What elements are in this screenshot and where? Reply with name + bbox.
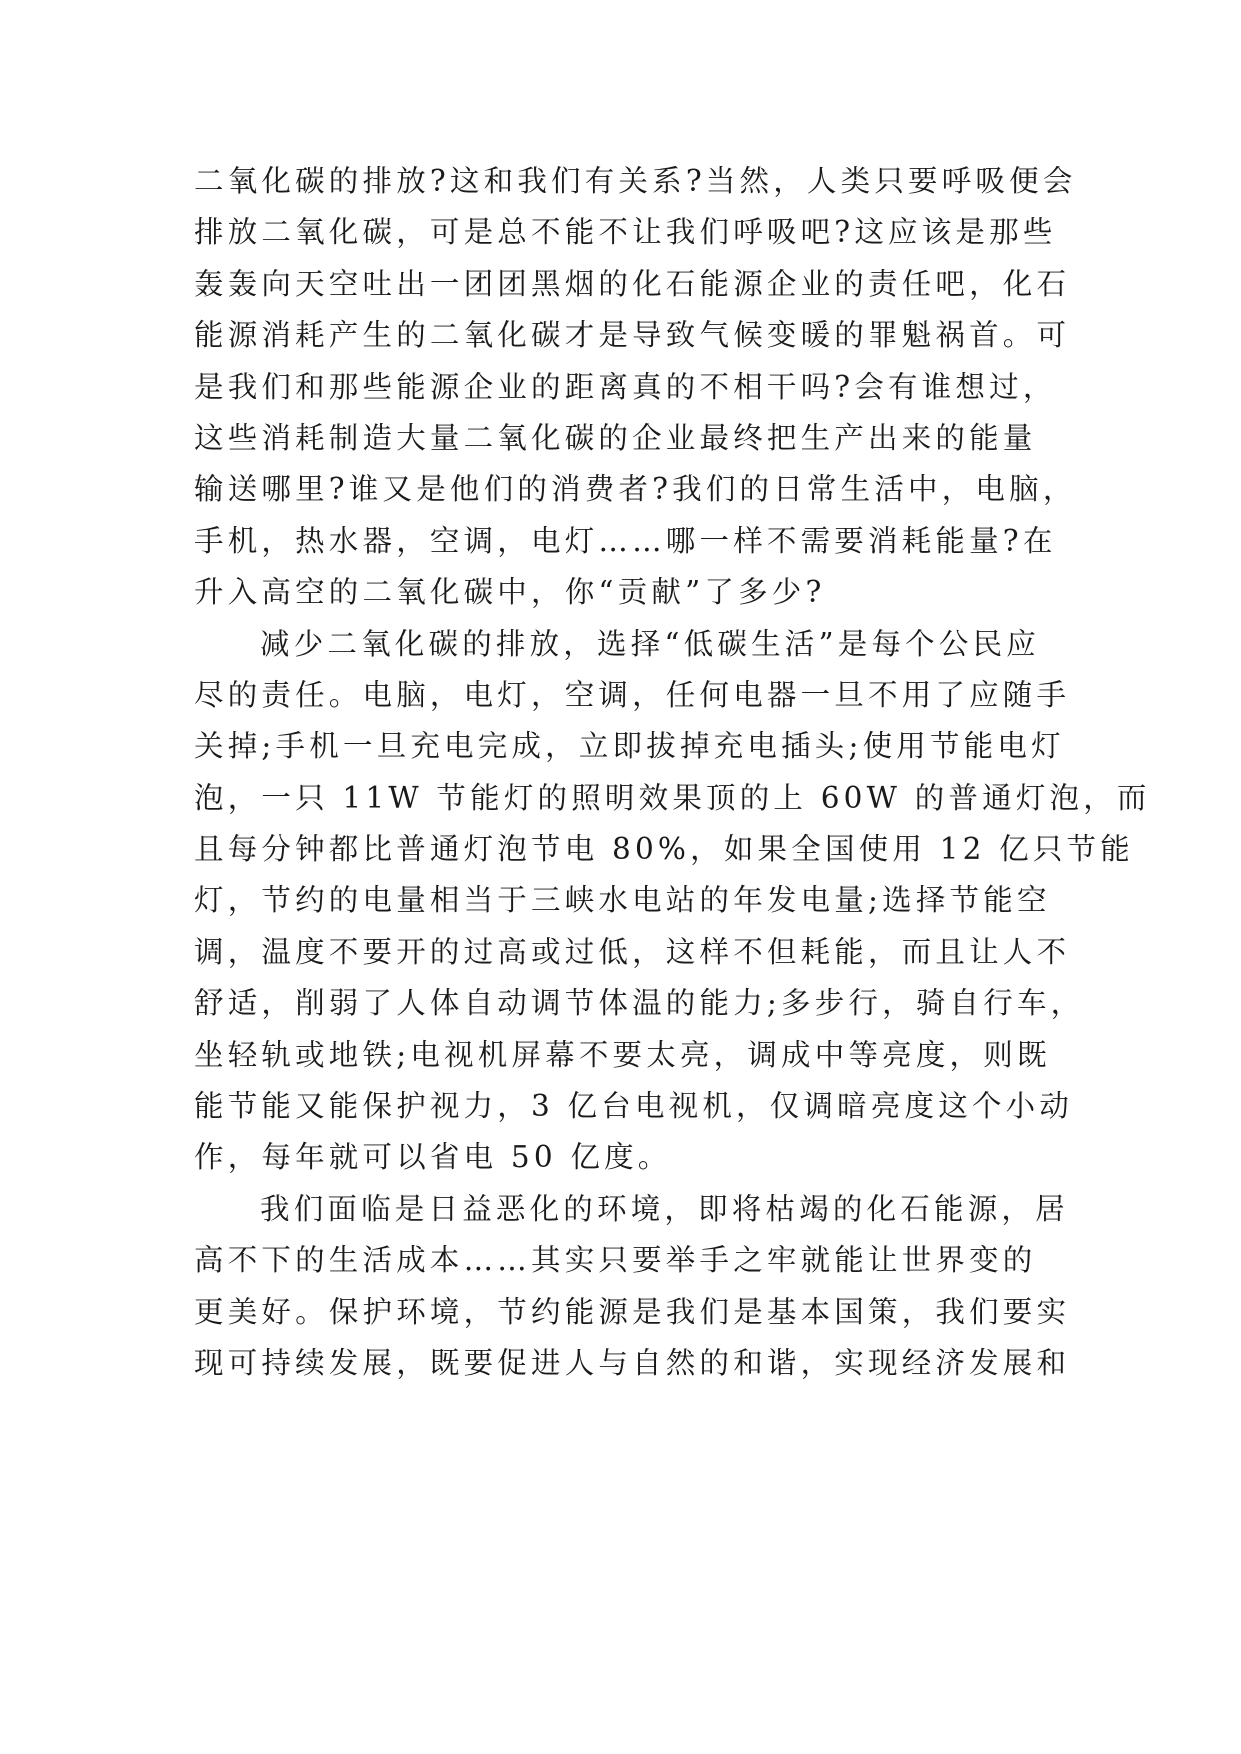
- text-line: 作，每年就可以省电 50 亿度。: [194, 1140, 672, 1175]
- text-line: 灯，节约的电量相当于三峡水电站的年发电量;选择节能空: [194, 883, 1051, 918]
- text-line: 舒适，削弱了人体自动调节体温的能力;多步行，骑自行车，: [194, 986, 1085, 1021]
- text-line: 排放二氧化碳，可是总不能不让我们呼吸吧?这应该是那些: [194, 215, 1057, 250]
- text-line: 二氧化碳的排放?这和我们有关系?当然，人类只要呼吸便会: [194, 164, 1077, 198]
- text-line: 调，温度不要开的过高或过低，这样不但耗能，而且让人不: [194, 934, 1071, 969]
- text-line: 能节能又能保护视力，3 亿台电视机，仅调暗亮度这个小动: [194, 1089, 1074, 1124]
- body-text: [194, 156, 1151, 1389]
- text-line: 关掉;手机一旦充电完成，立即拔掉充电插头;使用节能电灯: [194, 729, 1065, 764]
- text-line: 这些消耗制造大量二氧化碳的企业最终把生产出来的能量: [194, 420, 1037, 455]
- text-line: 且每分钟都比普通灯泡节电 80%，如果全国使用 12 亿只节能: [194, 832, 1134, 867]
- text-line: 泡，一只 11W 节能灯的照明效果顶的上 60W 的普通灯泡，而: [194, 780, 1151, 815]
- paragraph-first-line: 减少二氧化碳的排放，选择“低碳生活”是每个公民应: [260, 626, 1040, 661]
- paragraph-first-line: 我们面临是日益恶化的环境，即将枯竭的化石能源，居: [260, 1191, 1069, 1226]
- text-line: 高不下的生活成本……其实只要举手之牢就能让世界变的: [194, 1243, 1037, 1278]
- text-line: 轰轰向天空吐出一团团黑烟的化石能源企业的责任吧，化石: [194, 266, 1071, 301]
- text-line: 输送哪里?谁又是他们的消费者?我们的日常生活中，电脑，: [194, 472, 1077, 507]
- text-line: 能源消耗产生的二氧化碳才是导致气候变暖的罪魁祸首。可: [194, 318, 1071, 353]
- text-line: 升入高空的二氧化碳中，你“贡献”了多少?: [194, 575, 826, 610]
- text-line: 现可持续发展，既要促进人与自然的和谐，实现经济发展和: [194, 1345, 1071, 1380]
- text-line: 坐轻轨或地铁;电视机屏幕不要太亮，调成中等亮度，则既: [194, 1037, 1051, 1072]
- text-line: 是我们和那些能源企业的距离真的不相干吗?会有谁想过，: [194, 369, 1057, 404]
- text-line: 更美好。保护环境，节约能源是我们是基本国策，我们要实: [194, 1294, 1071, 1329]
- text-line: 尽的责任。电脑，电灯，空调，任何电器一旦不用了应随手: [194, 677, 1071, 712]
- text-line: 手机，热水器，空调，电灯……哪一样不需要消耗能量?在: [194, 523, 1057, 558]
